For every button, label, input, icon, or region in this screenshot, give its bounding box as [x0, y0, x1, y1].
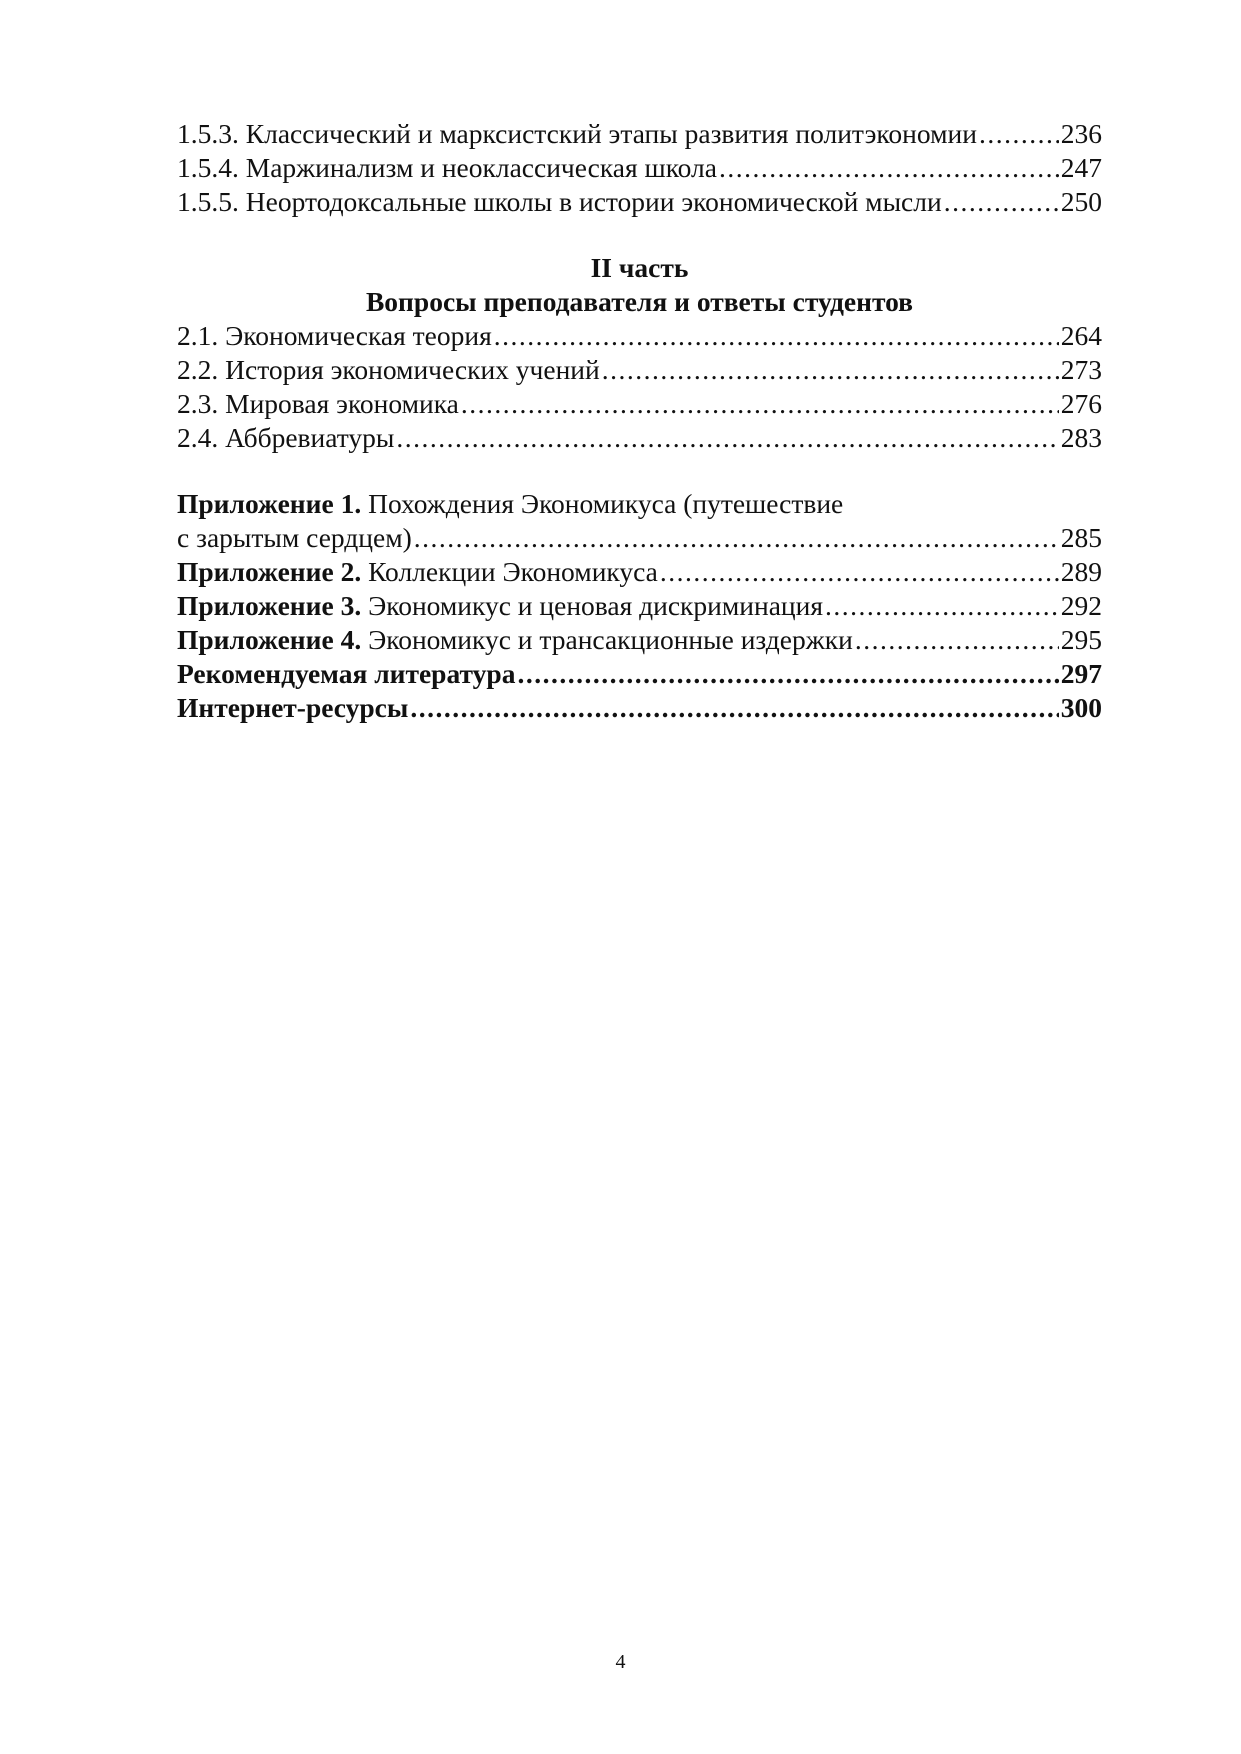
- toc-entry-title: 2.2. История экономических учений: [177, 354, 600, 385]
- spacer: [177, 219, 1102, 251]
- toc-entry-page: 250: [1060, 186, 1102, 217]
- table-of-contents: [177, 117, 1102, 725]
- toc-entry-page: 283: [1060, 422, 1102, 453]
- spacer: [177, 455, 1102, 487]
- toc-entry-title: 2.1. Экономическая теория: [177, 320, 492, 351]
- appendix-label: Приложение 2.: [177, 556, 362, 587]
- toc-entry-internet-resources: [177, 691, 1102, 725]
- toc-entry-appendix-3: [177, 589, 1102, 623]
- dot-leader: [979, 117, 1059, 151]
- toc-entry-page: 285: [1060, 522, 1102, 553]
- page-number: 4: [615, 1651, 626, 1673]
- appendix-title: Экономикус и трансакционные издержки: [361, 624, 853, 655]
- dot-leader: [719, 151, 1059, 185]
- toc-entry-appendix-1-first-line: [177, 487, 1102, 521]
- toc-entry-title: [177, 623, 853, 657]
- toc-entry-title: Рекомендуемая литература: [177, 658, 516, 689]
- dot-leader: [494, 319, 1059, 353]
- toc-entry-2-1: [177, 319, 1102, 353]
- dot-leader: [410, 691, 1058, 725]
- dot-leader: [517, 657, 1058, 691]
- appendix-label: Приложение 1.: [177, 488, 362, 519]
- toc-entry-page: 276: [1060, 388, 1102, 419]
- part-heading: II часть: [590, 252, 689, 283]
- toc-entry-page: 289: [1060, 556, 1102, 587]
- toc-entry-title: 1.5.5. Неортодоксальные школы в истории экономической мысли: [177, 186, 942, 217]
- toc-entry-title: Интернет-ресурсы: [177, 692, 409, 723]
- appendix-title: Экономикус и ценовая дискриминация: [361, 590, 824, 621]
- toc-entry-2-4: [177, 421, 1102, 455]
- toc-entry-page: 292: [1060, 590, 1102, 621]
- toc-entry-2-3: [177, 387, 1102, 421]
- toc-entry-appendix-4: [177, 623, 1102, 657]
- dot-leader: [602, 353, 1059, 387]
- toc-entry-2-2: [177, 353, 1102, 387]
- toc-entry-title: 1.5.4. Маржинализм и неоклассическая школа: [177, 152, 717, 183]
- dot-leader: [461, 387, 1059, 421]
- toc-entry-title: [177, 589, 823, 623]
- toc-entry-title: 1.5.3. Классический и марксистский этапы развития политэкономии: [177, 118, 977, 149]
- dot-leader: [855, 623, 1059, 657]
- toc-entry-page: 295: [1060, 624, 1102, 655]
- toc-entry-appendix-1: [177, 521, 1102, 555]
- toc-entry-page: 264: [1060, 320, 1102, 351]
- dot-leader: [825, 589, 1059, 623]
- appendix-title: Коллекции Экономикуса: [361, 556, 658, 587]
- toc-entry-page: 297: [1060, 658, 1102, 689]
- dot-leader: [660, 555, 1059, 589]
- dot-leader: [396, 421, 1058, 455]
- toc-entry-title: [177, 555, 658, 589]
- toc-entry-title: 2.3. Мировая экономика: [177, 388, 459, 419]
- part-subheading: Вопросы преподавателя и ответы студентов: [365, 286, 914, 317]
- appendix-title: Похождения Экономикуса (путешествие: [361, 488, 844, 519]
- toc-entry-1-5-5: [177, 185, 1102, 219]
- toc-entry-page: 300: [1060, 692, 1102, 723]
- appendix-label: Приложение 4.: [177, 624, 362, 655]
- dot-leader: [944, 185, 1059, 219]
- toc-entry-title: 2.4. Аббревиатуры: [177, 422, 395, 453]
- dot-leader: [414, 521, 1059, 555]
- appendix-title-continued: с зарытым сердцем): [177, 522, 412, 553]
- toc-entry-appendix-2: [177, 555, 1102, 589]
- toc-entry-page: 273: [1060, 354, 1102, 385]
- appendix-label: Приложение 3.: [177, 590, 362, 621]
- toc-entry-1-5-4: [177, 151, 1102, 185]
- toc-entry-1-5-3: [177, 117, 1102, 151]
- toc-entry-literature: [177, 657, 1102, 691]
- toc-entry-page: 247: [1060, 152, 1102, 183]
- toc-entry-page: 236: [1060, 118, 1102, 149]
